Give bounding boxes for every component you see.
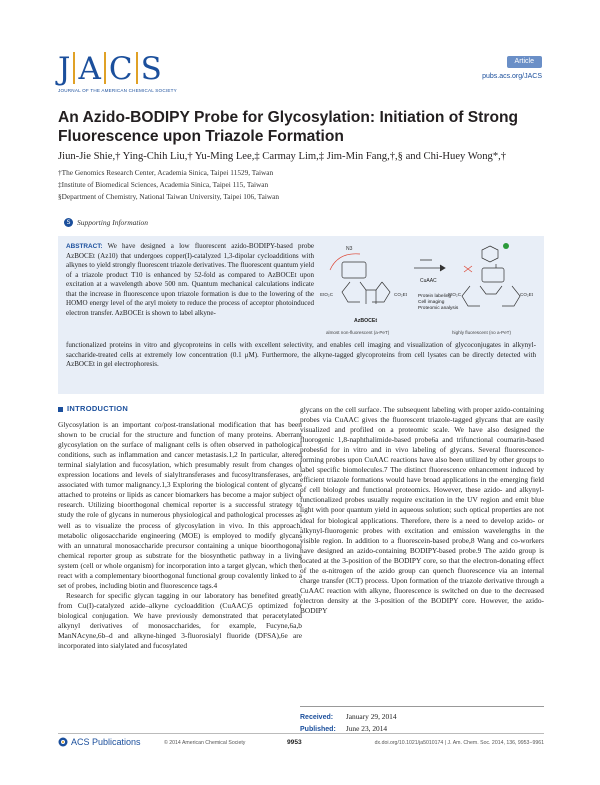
toc-caption-right: highly fluorescent (no a-PeT): [452, 330, 511, 335]
abstract-text-continued: functionalized proteins in vitro and glycoproteins in cells with excellent selectivity, and enables cell imaging and visualization of glycoconjugates in alkynyl-saccharide-treated cells at extremely low concentration (0.1 μM). Furthermore, the alkyne-tagged glycoproteins from cell lysates can be directly detected with AzBOCEt in gel electrophoresis.: [66, 341, 536, 368]
triazole-product-structure: [462, 246, 520, 306]
toc-applications: [418, 294, 458, 312]
toc-probe-name: AzBOCEt: [354, 318, 378, 324]
logo-letter-j: J: [58, 51, 71, 87]
supporting-info-icon: S: [64, 218, 73, 227]
bodipy-core-icon: [360, 282, 382, 290]
abstract-box: [58, 236, 544, 394]
toc-application-3: Proteomic analysis: [418, 306, 459, 311]
bodipy-core-right-icon: [480, 286, 502, 294]
toc-application-1: Protein labeling: [418, 294, 452, 299]
copyright-notice: © 2014 American Chemical Society: [164, 740, 246, 746]
toc-application-2: Cell imaging: [418, 300, 445, 305]
toc-ester-left-product: EtO₂C: [448, 292, 462, 297]
logo-divider: [104, 52, 106, 84]
article-type-badge: Article: [507, 56, 542, 68]
doi-link[interactable]: dx.doi.org/10.1021/ja5010174 | J. Am. Chem. Soc. 2014, 136, 9953−9961: [374, 740, 544, 746]
toc-ester-right: CO₂Et: [394, 292, 408, 297]
intro-paragraph-1: Glycosylation is an important co/post-translational modification that has been shown to be crucial for the structure and function of many proteins. Aberrant glycosylation on the surface of malignant cells is often observed in pathological conditions, such as inflammation and cancer metastasis.1,2 In particular, altered terminal sialylation and fucosylation, which presumably result from changes of expression locations and levels of sialyltransferases and fucosyltransferases, are associated with tumor malignancy.1,3 Exploring the biological content of glycans attached to proteins or lipids as cancer biomarkers has become a major subject of research. Utilizing bioorthogonal chemical reporter is a successful strategy to study the role of glycans in numerous physiological and pathological processes as well as to visualize the process of glycosylation in vivo. In this approach, metabolic oligosaccharide engineering (MOE) is employed to modify glycans with an unnatural monosaccharide precursor containing a unique bioorthogonal chemical reporter group as substrate for the biosynthetic pathway in a living system (cell or whole organism) for incorporation into a target glycan, which then react with a complementary bioorthogonal functional group covalently linked to a set of probes, including biotin and fluorescence tags.4: [58, 420, 302, 590]
left-column: [58, 404, 302, 651]
received-date-row: [300, 711, 544, 723]
logo-letter-s: S: [140, 51, 162, 87]
pyrrole-left-icon: [342, 282, 360, 302]
author-list: Jiun-Jie Shie,† Ying-Chih Liu,† Yu-Ming Lee,‡ Carmay Lim,‡ Jim-Min Fang,†,§ and Chi-Huey Wong*,†: [58, 151, 507, 162]
abstract-part-1: We have designed a low fluorescent azido-BODIPY-based probe AzBOCEt (Az10) that undergoes copper(I)-catalyzed 1,3-dipolar cycloadditions with alkynes to yield strongly fluorescent triazole derivatives. The fluorescent quantum yield of a triazole product T10 is enhanced by 52-fold as compared to AzBOCEt upon excitation at a wavelength above 500 nm. Quantum mechanical calculations indicate that the increase in fluorescence upon triazole formation is due to the lowering of the HOMO energy level of the aryl moiety to reduce the process of acceptor photoinduced electron transfer. AzBOCEt is shown to label alkyne-: [66, 242, 314, 317]
triazole-ring-icon: [482, 246, 498, 262]
logo-letter-a: A: [78, 51, 101, 87]
blocked-pet-icon: [464, 266, 472, 272]
introduction-title: INTRODUCTION: [67, 404, 129, 413]
received-date: January 29, 2014: [345, 712, 397, 721]
affiliation-3: §Department of Chemistry, National Taiwan University, Taipei 106, Taiwan: [58, 192, 280, 201]
article-title: [58, 108, 548, 146]
toc-caption-left: almost non-fluorescent (a-PeT): [326, 330, 390, 335]
logo-letter-c: C: [108, 51, 133, 87]
title-line-1: An Azido-BODIPY Probe for Glycosylation: Initiation of Strong: [58, 109, 519, 126]
azide-group-label: N3: [346, 246, 353, 252]
title-line-2: Fluorescence upon Triazole Formation: [58, 128, 344, 145]
section-marker-icon: [58, 407, 63, 412]
right-column: [300, 405, 544, 616]
aryl-ring-right-icon: [482, 268, 504, 282]
pyrrole-right-right-icon: [502, 286, 520, 306]
affiliation-1: †The Genomics Research Center, Academia Sinica, Taipei 11529, Taiwan: [58, 168, 274, 177]
pyrrole-left-right-icon: [462, 286, 480, 306]
abstract-label: ABSTRACT:: [66, 243, 103, 250]
toc-ester-left: EtO₂C: [320, 292, 334, 297]
azbocet-structure: [330, 254, 390, 304]
reaction-arrow-icon: [414, 260, 445, 271]
toc-cuaac-label: CuAAC: [420, 278, 437, 284]
acs-publications-name: ACS Publications: [71, 737, 141, 747]
supporting-info-label: Supporting Information: [77, 218, 149, 227]
glycan-tag-icon: [503, 243, 509, 249]
publication-dates: [300, 706, 544, 735]
affiliation-2: ‡Institute of Biomedical Sciences, Academia Sinica, Taipei 115, Taiwan: [58, 180, 269, 189]
logo-divider: [73, 52, 75, 84]
published-label: Published:: [300, 726, 336, 733]
intro-paragraph-2: Research for specific glycan tagging in our laboratory has benefited greatly from Cu(I)-catalyzed azide–alkyne cycloaddition (CuAAC)5 optimized for biological conjugation. We have previously demonstrated that peracetylated alkynyl derivatives of monosaccharides, for example, Fucyne,6a,b ManNAcyne,6b–d and alkyne-hinged 3-fluorosialyl fluoride (DFSA),6e are incorporated into sialylated and fucosylated: [58, 590, 302, 651]
intro-paragraph-3: glycans on the cell surface. The subsequent labeling with proper azido-containing probes via CuAAC gives the fluorescent triazole-tagged glycans that are easily visualized and profiled on a proteomic scale. We have also designed the fluorogenic 1,8-naphthalimide-based probe6a and trifunctional coumarin-based probes6d for in vitro and in vivo labeling of glycans. Several fluorescence-forming probes upon CuAAC reactions have also been utilized by other groups to label specific biomolecules.7 The distinct fluorescence enhancement induced by efficient triazole formations would have broad applications in the emerging field of cell biology and functional proteomics. However, these azido- and alkynyl-functionalized probes usually require excitation in the UV region and emit blue light with poor quantum yield in aqueous solution; such optical properties are not ideal for biological applications. Therefore, there is a need to develop azido- or alkynyl-fluorogenic probes with excitation and emission wavelengths in the visible region. In addition to a fluorescein-based probe,8 Wang and co-workers have designed an azido-containing BODIPY-based probe.9 The azido group is located at the 3-position of the BODIPY core, so that the electron-donating effect of the α-nitrogen of the azido group can quench fluorescence via an internal charge transfer (ICT) process. Upon formation of the triazole derivative through a CuAAC reaction with alkyne, fluorescence is switched on due to the decreased electron density at the 3-position of the BODIPY core. However, the azido-BODIPY: [300, 405, 544, 615]
acs-publications-logo: [58, 737, 141, 747]
page-number: 9953: [287, 739, 302, 746]
acs-logo-icon: [58, 737, 68, 747]
published-date: June 23, 2014: [345, 724, 388, 733]
pyrrole-right-icon: [372, 282, 390, 302]
journal-logo: [58, 50, 198, 100]
received-label: Received:: [300, 714, 334, 721]
aryl-ring-icon: [342, 262, 366, 278]
toc-graphic: [320, 240, 540, 340]
toc-structures-svg: [320, 240, 540, 340]
abstract-text: [66, 242, 314, 318]
journal-url-link[interactable]: pubs.acs.org/JACS: [482, 73, 542, 80]
toc-ester-right-product: CO₂Et: [520, 292, 534, 297]
logo-subtitle: JOURNAL OF THE AMERICAN CHEMICAL SOCIETY: [58, 88, 177, 93]
introduction-heading: [58, 404, 302, 414]
page-footer: [58, 733, 544, 749]
supporting-info-link[interactable]: [64, 218, 148, 227]
logo-divider: [136, 52, 138, 84]
